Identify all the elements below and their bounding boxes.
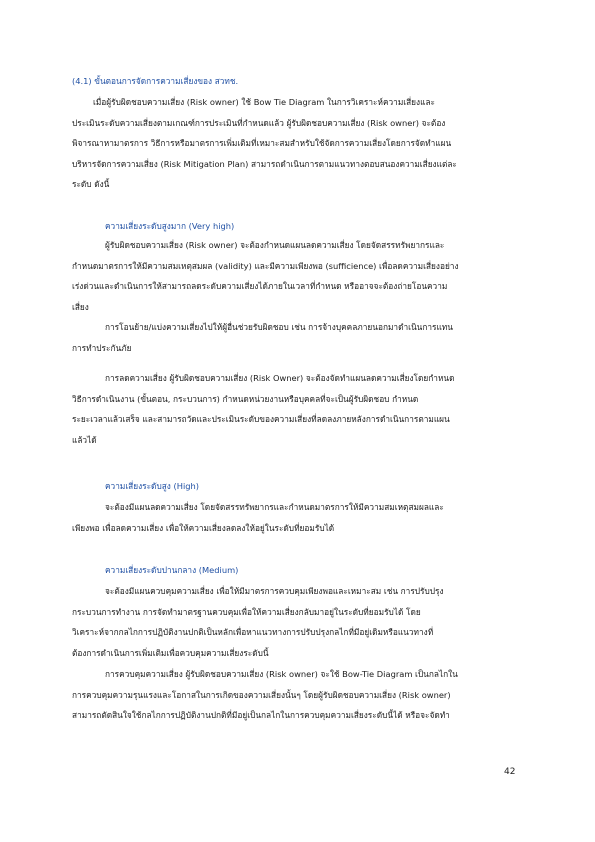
text-line: ระดับ ดังนี้ — [72, 179, 110, 189]
text-line: การทำประกันภัย — [72, 342, 132, 353]
text-line: สามารถตัดสินใจใช้กลไกการปฏิบัติงานปกติที่มีอยู่เป็นกลไกในการควบคุมความเสี่ยงระดับนี้ได้ หรือจะจัดทำ — [72, 710, 450, 720]
very-high-paragraph-2 — [72, 317, 527, 358]
text-line: วิธีการดำเนินงาน (ขั้นตอน, กระบวนการ) กำหนดหน่วยงานหรือบุคคลที่จะเป็นผู้รับผิดชอบ กำหนด — [72, 393, 419, 404]
text-line: ระยะเวลาแล้วเสร็จ และสามารถวัดและประเมินระดับของความเสี่ยงที่ลดลงภายหลังการดำเนินการตามแผน — [72, 414, 450, 424]
text-line: แล้วได้ — [72, 434, 97, 445]
very-high-paragraph-1 — [72, 235, 527, 317]
text-line: จะต้องมีแผนลดความเสี่ยง โดยจัดสรรทรัพยากรและกำหนดมาตรการให้มีความสมเหตุสมผลและ — [105, 502, 444, 512]
heading-medium: ความเสี่ยงระดับปานกลาง (Medium) — [105, 565, 239, 575]
text-line: ประเมินระดับความเสี่ยงตามเกณฑ์การประเมินที่กำหนดแล้ว ผู้รับผิดชอบความเสี่ยง (Risk owner) จะต้อง — [72, 117, 446, 128]
text-line: การโอนย้าย/แบ่งความเสี่ยงไปให้ผู้อื่นช่วยรับผิดชอบ เช่น การจ้างบุคคลภายนอกมาดำเนินการแทน — [105, 322, 453, 332]
text-line: ผู้รับผิดชอบความเสี่ยง (Risk owner) จะต้องกำหนดแผนลดความเสี่ยง โดยจัดสรรทรัพยากรและ — [105, 240, 445, 250]
text-line: ต้องการดำเนินการเพิ่มเติมเพื่อควบคุมความเสี่ยงระดับนี้ — [72, 647, 269, 658]
high-paragraph-1 — [72, 497, 527, 538]
heading-very-high: ความเสี่ยงระดับสูงมาก (Very high) — [105, 221, 235, 231]
text-line: พิจารณาหามาตรการ วิธีการหรือมาตรการเพิ่มเติมที่เหมาะสมสำหรับใช้จัดการความเสี่ยงโดยการจัดทำแผน — [72, 138, 452, 148]
intro-paragraph — [72, 92, 527, 195]
text-line: กระบวนการทำงาน การจัดทำมาตรฐานควบคุมเพื่อให้ความเสี่ยงกลับมาอยู่ในระดับที่ยอมรับได้ โดย — [72, 606, 421, 617]
text-line: กำหนดมาตรการให้มีความสมเหตุสมผล (validity) และมีความเพียงพอ (sufficience) เพื่อลดความเสี่ยงอย่าง — [72, 260, 459, 271]
text-line: การลดความเสี่ยง ผู้รับผิดชอบความเสี่ยง (Risk Owner) จะต้องจัดทำแผนลดความเสี่ยงโดยกำหนด — [105, 373, 455, 383]
section-title — [72, 71, 527, 92]
text-line: บริหารจัดการความเสี่ยง (Risk Mitigation Plan) สามารถดำเนินการตามแนวทางตอบสนองความเสี่ยงแต่ละ — [72, 158, 457, 169]
text-line: เมื่อผู้รับผิดชอบความเสี่ยง (Risk owner) ใช้ Bow Tie Diagram ในการวิเคราะห์ความเสี่ยงและ — [93, 97, 435, 107]
heading-high: ความเสี่ยงระดับสูง (High) — [105, 481, 200, 491]
very-high-paragraph-3 — [72, 368, 527, 450]
page-number: 42 — [504, 767, 516, 777]
medium-paragraph-2 — [72, 664, 527, 726]
medium-paragraph-1 — [72, 581, 527, 663]
text-line: เร่งด่วนและดำเนินการให้สามารถลดระดับความเสี่ยงได้ภายในเวลาที่กำหนด หรืออาจจะต้องถ่ายโอนความ — [72, 281, 448, 291]
text-line: จะต้องมีแผนควบคุมความเสี่ยง เพื่อให้มีมาตรการควบคุมเพียงพอและเหมาะสม เช่น การปรับปรุง — [105, 586, 444, 596]
text-line: เสี่ยง — [72, 301, 89, 312]
section-title-text: (4.1) ขั้นตอนการจัดการความเสี่ยงของ สวทช. — [72, 76, 239, 86]
text-line: วิเคราะห์จากกลไกการปฏิบัติงานปกติเป็นหลักเพื่อหาแนวทางการปรับปรุงกลไกที่มีอยู่เดิมหรือแนวทางที่ — [72, 627, 434, 637]
text-line: การควบคุมความรุนแรงและโอกาสในการเกิดของความเสี่ยงนั้นๆ โดยผู้รับผิดชอบความเสี่ยง (Risk owner) — [72, 689, 451, 700]
text-line: การควบคุมความเสี่ยง ผู้รับผิดชอบความเสี่ยง (Risk owner) จะใช้ Bow-Tie Diagram เป็นกลไกใน — [105, 669, 458, 679]
text-line: เพียงพอ เพื่อลดความเสี่ยง เพื่อให้ความเสี่ยงลดลงให้อยู่ในระดับที่ยอมรับได้ — [72, 522, 335, 533]
